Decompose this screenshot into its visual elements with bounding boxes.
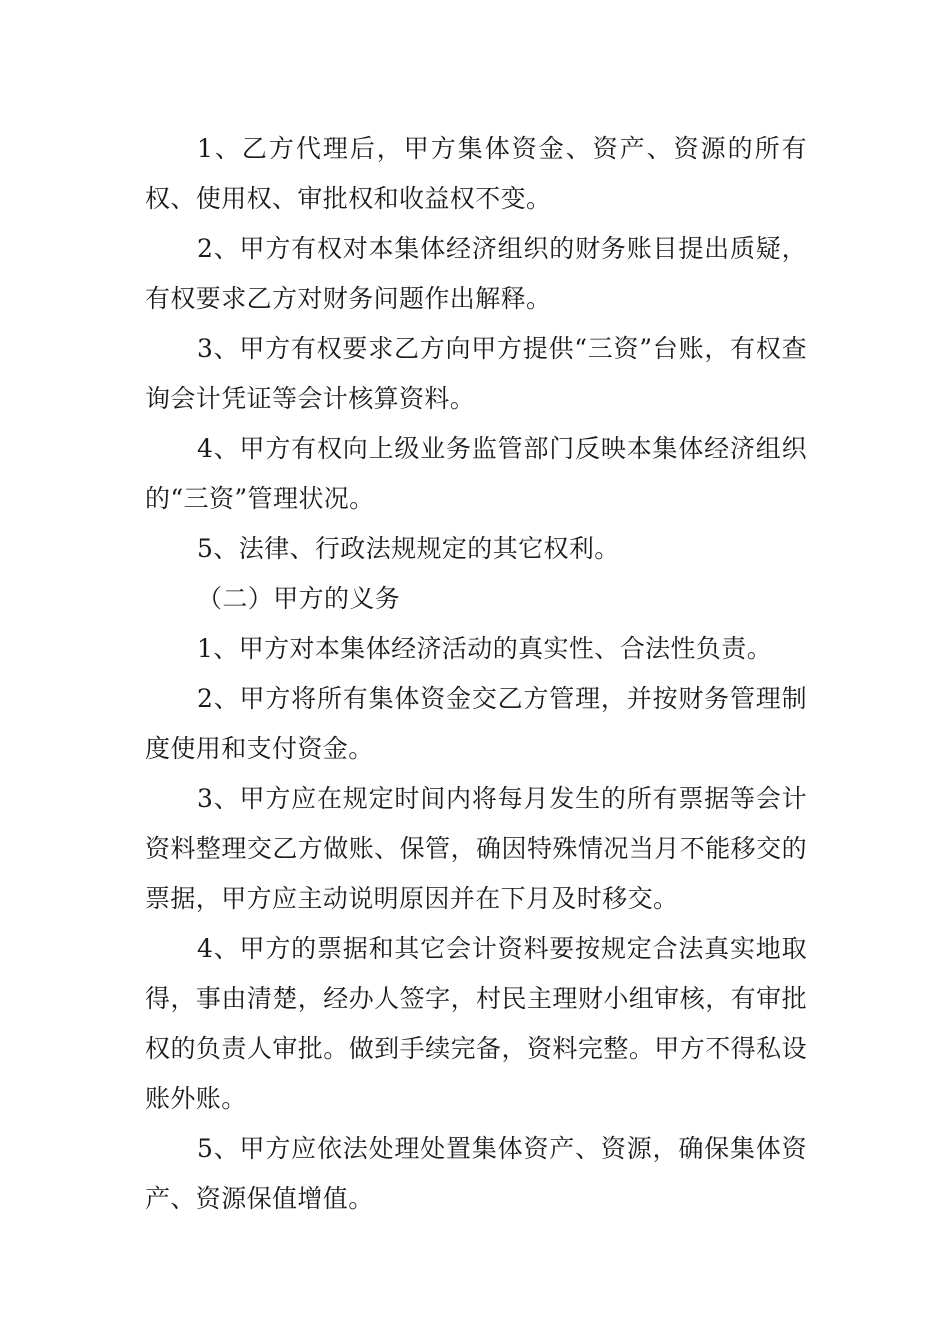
paragraph-right-4: 4、甲方有权向上级业务监管部门反映本集体经济组织的“三资”管理状况。 <box>145 434 807 513</box>
paragraph-right-5: 5、法律、行政法规规定的其它权利。 <box>197 534 620 563</box>
paragraph-right-1: 1、乙方代理后，甲方集体资金、资产、资源的所有权、使用权、审批权和收益权不变。 <box>145 134 807 213</box>
section-heading-obligations: （二）甲方的义务 <box>197 584 401 613</box>
paragraph-right-2: 2、甲方有权对本集体经济组织的财务账目提出质疑，有权要求乙方对财务问题作出解释。 <box>145 234 807 313</box>
paragraph-obligation-2: 2、甲方将所有集体资金交乙方管理，并按财务管理制度使用和支付资金。 <box>145 684 807 763</box>
paragraph-obligation-4: 4、甲方的票据和其它会计资料要按规定合法真实地取得，事由清楚，经办人签字，村民主理财小组审核，有审批权的负责人审批。做到手续完备，资料完整。甲方不得私设账外账。 <box>145 934 807 1113</box>
paragraph-obligation-1: 1、甲方对本集体经济活动的真实性、合法性负责。 <box>197 634 773 663</box>
document-body <box>145 124 807 1224</box>
paragraph-right-3: 3、甲方有权要求乙方向甲方提供“三资”台账，有权查询会计凭证等会计核算资料。 <box>145 334 807 413</box>
paragraph-obligation-3: 3、甲方应在规定时间内将每月发生的所有票据等会计资料整理交乙方做账、保管，确因特殊情况当月不能移交的票据，甲方应主动说明原因并在下月及时移交。 <box>145 784 807 913</box>
paragraph-obligation-5: 5、甲方应依法处理处置集体资产、资源，确保集体资产、资源保值增值。 <box>145 1134 807 1213</box>
